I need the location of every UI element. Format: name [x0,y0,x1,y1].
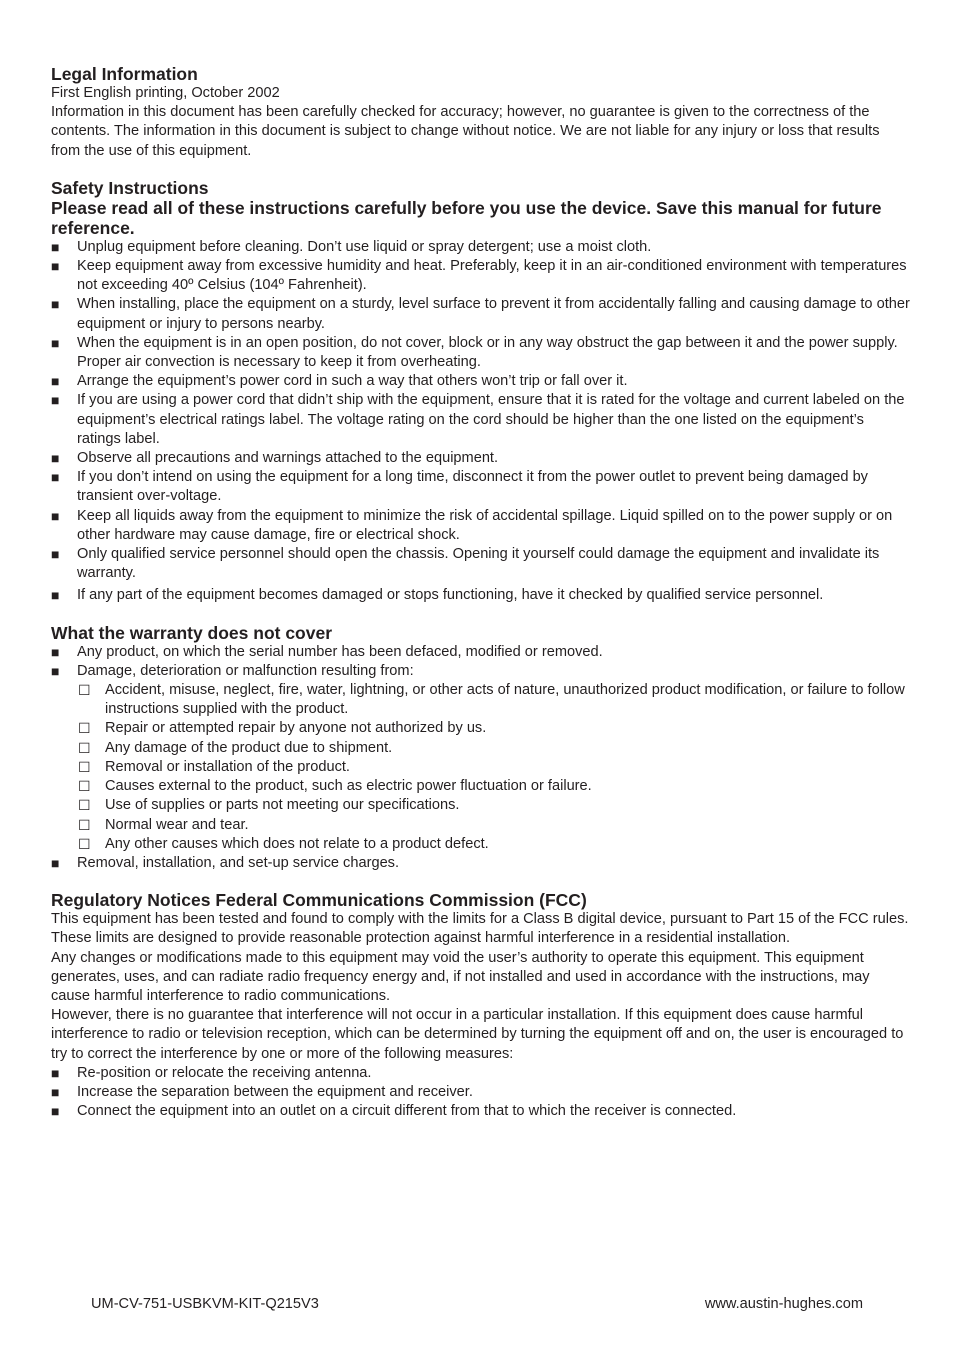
safety-list [51,238,911,606]
square-bullet-icon: ■ [51,662,60,679]
square-bullet-icon: ■ [51,546,60,563]
square-bullet-icon: ■ [51,854,60,871]
legal-disclaimer: Information in this document has been carefully checked for accuracy; however, no guarantee is given to the correctness of the contents. The information in this document is subject to change without notice. We are not liable for any injury or loss that results from the use of this equipment. [51,104,880,159]
checkbox-bullet-icon: ☐ [78,797,91,814]
safety-subheading: Please read all of these instructions carefully before you use the device. Save this manual for future reference. [51,197,882,238]
sub-list-item: ☐ Accident, misuse, neglect, fire, water, lightning, or other acts of nature, unauthorized product modification, or failure to follow instructions supplied with the product. [78,682,905,718]
list-item: ■ When installing, place the equipment on a sturdy, level surface to prevent it from accidentally falling and causing damage to other equipment or injury to persons nearby. [51,296,910,332]
square-bullet-icon: ■ [51,450,60,467]
square-bullet-icon: ■ [51,1064,60,1081]
document-page [51,64,911,1138]
list-item: ■ When the equipment is in an open position, do not cover, block or in any way obstruct the gap between it and the power supply. Proper air convection is necessary to keep it from overheating. [51,334,898,371]
list-item: ■ Observe all precautions and warnings attached to the equipment. [51,449,911,468]
warranty-heading: What the warranty does not cover [51,622,333,643]
sub-list-item: ☐ Use of supplies or parts not meeting our specifications. [51,796,911,815]
fcc-paragraph: Any changes or modifications made to this equipment may void the user’s authority to operate this equipment. This equipment generates, uses, and can radiate radio frequency energy and, if not installed and used in accordance with the instructions, may cause harmful interference to radio communications. [51,949,870,1004]
checkbox-bullet-icon: ☐ [78,682,91,699]
square-bullet-icon: ■ [51,587,60,604]
warranty-list [51,643,911,681]
list-item: ■ Removal, installation, and set-up service charges. [51,854,911,873]
sub-list-item: ☐ Any other causes which does not relate to a product defect. [51,835,911,854]
list-item: ■ Only qualified service personnel should open the chassis. Opening it yourself could damage the equipment and invalidate its warranty. [51,546,880,582]
fcc-paragraph: However, there is no guarantee that interference will not occur in a particular installation. If this equipment does cause harmful interference to radio or television reception, which can be determined by turning the equipment off and on, the user is encouraged to try to correct the interference by one or more of the following measures: [51,1007,904,1062]
list-item: ■ Unplug equipment before cleaning. Don’t use liquid or spray detergent; use a moist cloth. [51,238,911,257]
square-bullet-icon: ■ [51,469,60,486]
list-item: ■ Re-position or relocate the receiving antenna. [51,1064,911,1083]
checkbox-bullet-icon: ☐ [78,816,91,833]
square-bullet-icon: ■ [51,334,60,351]
square-bullet-icon: ■ [51,643,60,660]
warranty-sublist [51,681,911,854]
square-bullet-icon: ■ [51,392,60,409]
fcc-heading: Regulatory Notices Federal Communications Commission (FCC) [51,890,587,911]
document-code: UM-CV-751-USBKVM-KIT-Q215V3 [91,1296,319,1312]
website-url: www.austin-hughes.com [704,1296,863,1312]
square-bullet-icon: ■ [51,373,60,390]
fcc-paragraph: This equipment has been tested and found to comply with the limits for a Class B digital device, pursuant to Part 15 of the FCC rules. These limits are designed to provide reasonable protection against harmful interference in a residential installation. [51,911,909,947]
safety-heading: Safety Instructions [51,177,209,198]
warranty-list-end [51,854,911,873]
list-item: ■ If you are using a power cord that didn’t ship with the equipment, ensure that it is rated for the voltage and current labeled on the equipment’s electrical ratings label. The voltage rating on the cord should be higher than the one listed on the equipment’s ratings label. [51,392,905,447]
printing-line: First English printing, October 2002 [51,85,280,101]
sub-list-item: ☐ Repair or attempted repair by anyone not authorized by us. [51,719,911,738]
list-item: ■ Arrange the equipment’s power cord in such a way that others won’t trip or fall over it. [51,372,911,391]
checkbox-bullet-icon: ☐ [78,778,91,795]
square-bullet-icon: ■ [51,238,60,255]
checkbox-bullet-icon: ☐ [78,835,91,852]
list-item: ■ Keep equipment away from excessive humidity and heat. Preferably, keep it in an air-conditioned environment with temperatures not exceeding 40º Celsius (104º Fahrenheit). [51,258,907,294]
checkbox-bullet-icon: ☐ [78,739,91,756]
list-item: ■ Any product, on which the serial number has been defaced, modified or removed. [51,643,911,662]
list-item: ■ Connect the equipment into an outlet on a circuit different from that to which the receiver is connected. [51,1102,911,1121]
list-item: ■ Keep all liquids away from the equipment to minimize the risk of accidental spillage. Liquid spilled on to the power supply or on other hardware may cause damage, fire or electrical shock. [51,507,893,543]
checkbox-bullet-icon: ☐ [78,758,91,775]
legal-heading: Legal Information [51,64,198,84]
square-bullet-icon: ■ [51,507,60,524]
sub-list-item: ☐ Causes external to the product, such as electric power fluctuation or failure. [51,777,911,796]
fcc-section [51,890,911,1121]
square-bullet-icon: ■ [51,296,60,313]
list-item: ■ If you don’t intend on using the equipment for a long time, disconnect it from the power outlet to prevent being damaged by transient over-voltage. [51,469,868,505]
safety-section [51,178,911,606]
list-item: ■ Increase the separation between the equipment and receiver. [51,1083,911,1102]
sub-list-item: ☐ Normal wear and tear. [51,816,911,835]
list-item: ■ If any part of the equipment becomes damaged or stops functioning, have it checked by qualified service personnel. [51,586,911,605]
warranty-section [51,623,911,873]
sub-list-item: ☐ Removal or installation of the product. [51,758,911,777]
square-bullet-icon: ■ [51,1103,60,1120]
legal-section [51,64,911,161]
square-bullet-icon: ■ [51,258,60,275]
square-bullet-icon: ■ [51,1083,60,1100]
checkbox-bullet-icon: ☐ [78,720,91,737]
sub-list-item: ☐ Any damage of the product due to shipment. [51,739,911,758]
fcc-measures-list [51,1064,911,1122]
list-item: ■ Damage, deterioration or malfunction resulting from: [51,662,911,681]
